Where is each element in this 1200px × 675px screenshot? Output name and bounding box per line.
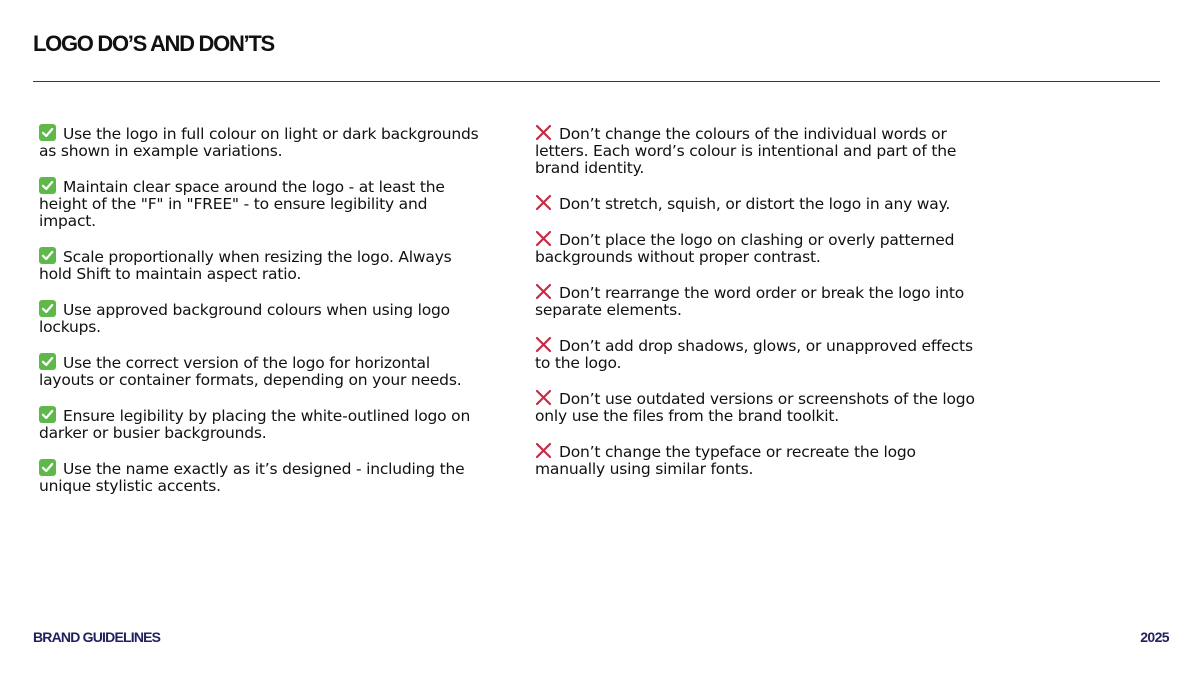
do-item-text: Use the name exactly as it’s designed - including the unique stylistic accents. <box>39 460 465 495</box>
dont-item <box>535 335 975 372</box>
cross-mark-icon <box>535 283 553 300</box>
do-item-text: Use the correct version of the logo for horizontal layouts or container formats, depending on your needs. <box>39 354 462 389</box>
check-mark-icon <box>39 353 57 370</box>
dont-item <box>535 229 975 266</box>
cross-mark-icon <box>535 194 553 211</box>
dont-item <box>535 193 975 213</box>
dos-list <box>39 123 484 511</box>
do-item <box>39 123 484 160</box>
check-mark-icon <box>39 300 57 317</box>
do-item <box>39 352 484 389</box>
footer-brand-guidelines: BRAND GUIDELINES <box>33 629 161 645</box>
cross-mark-icon <box>535 442 553 459</box>
do-item <box>39 405 484 442</box>
dont-item-text: Don’t change the typeface or recreate the logo manually using similar fonts. <box>535 443 916 478</box>
footer-year: 2025 <box>1140 629 1169 645</box>
check-mark-icon <box>39 177 57 194</box>
cross-mark-icon <box>535 389 553 406</box>
dont-item-text: Don’t use outdated versions or screenshots of the logo only use the files from the brand toolkit. <box>535 390 975 425</box>
do-item-text: Maintain clear space around the logo - at least the height of the "F" in "FREE" - to ensure legibility and impact. <box>39 178 445 230</box>
cross-mark-icon <box>535 230 553 247</box>
do-item-text: Use the logo in full colour on light or dark backgrounds as shown in example variations. <box>39 125 479 160</box>
check-mark-icon <box>39 124 57 141</box>
check-mark-icon <box>39 459 57 476</box>
check-mark-icon <box>39 406 57 423</box>
do-item-text: Scale proportionally when resizing the logo. Always hold Shift to maintain aspect ratio. <box>39 248 452 283</box>
do-item <box>39 299 484 336</box>
do-item <box>39 176 484 230</box>
page-title: LOGO DO’S AND DON’TS <box>33 31 274 56</box>
do-item-text: Ensure legibility by placing the white-outlined logo on darker or busier backgrounds. <box>39 407 471 442</box>
dont-item <box>535 441 975 478</box>
do-item <box>39 458 484 495</box>
header-divider <box>33 81 1160 82</box>
dont-item-text: Don’t change the colours of the individual words or letters. Each word’s colour is intentional and part of the brand identity. <box>535 125 957 177</box>
cross-mark-icon <box>535 124 553 141</box>
dont-item-text: Don’t rearrange the word order or break the logo into separate elements. <box>535 284 965 319</box>
do-item-text: Use approved background colours when using logo lockups. <box>39 301 450 336</box>
dont-item <box>535 123 975 177</box>
dont-item-text: Don’t place the logo on clashing or overly patterned backgrounds without proper contrast. <box>535 231 955 266</box>
dont-item <box>535 282 975 319</box>
dont-item <box>535 388 975 425</box>
dont-item-text: Don’t add drop shadows, glows, or unapproved effects to the logo. <box>535 337 973 372</box>
donts-list <box>535 123 975 494</box>
do-item <box>39 246 484 283</box>
cross-mark-icon <box>535 336 553 353</box>
check-mark-icon <box>39 247 57 264</box>
dont-item-text: Don’t stretch, squish, or distort the logo in any way. <box>559 195 951 213</box>
